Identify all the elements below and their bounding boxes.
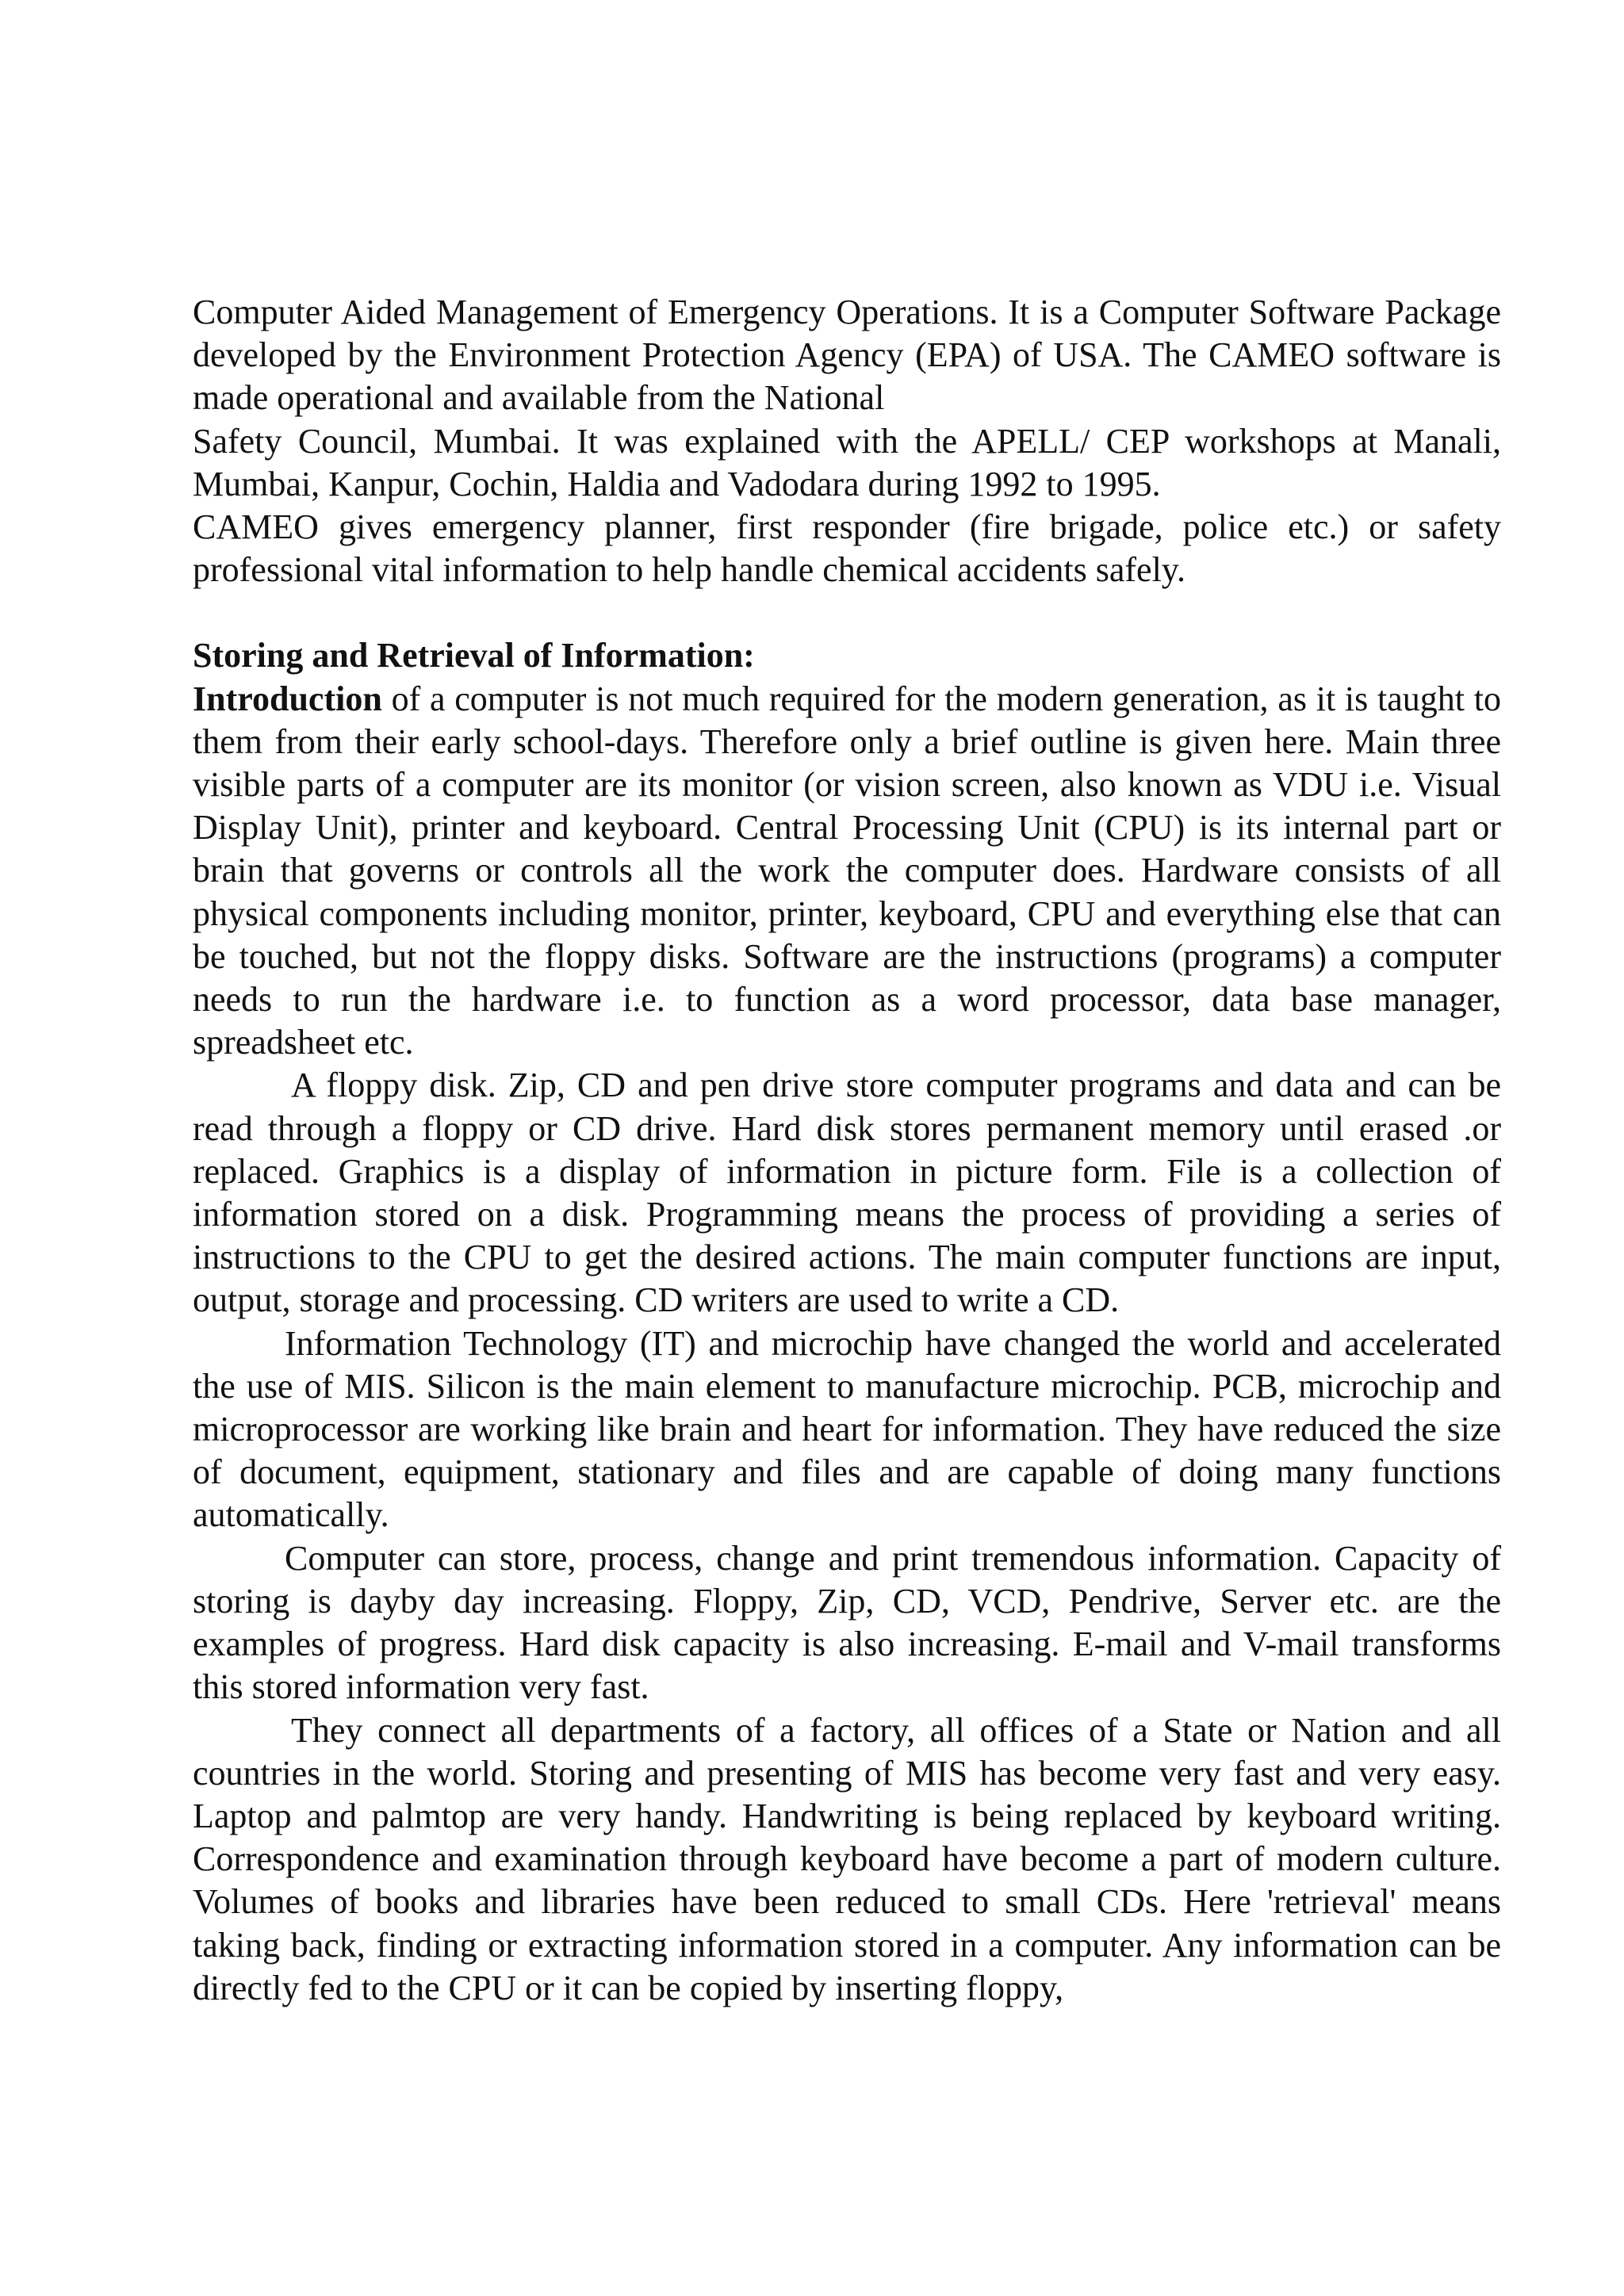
document-page	[193, 291, 1501, 2010]
intro-paragraph-cameo-purpose	[193, 506, 1501, 591]
intro-text-line: Computer Aided Management of Emergency Operations. It is a Computer Software Package developed by the Environment Protection Agency (EPA) of USA. The CAMEO software is made operational and available from the National	[193, 293, 1501, 418]
paragraph-spacer	[193, 591, 1501, 634]
paragraph-computer-capacity: Computer can store, process, change and print tremendous information. Capacity of storing is dayby day increasing. Floppy, Zip, CD, VCD, Pendrive, Server etc. are the examples of progress. Hard disk capacity is also increasing. E-mail and V-mail transforms this stored information very fast.	[193, 1538, 1501, 1707]
intro-text-line: CAMEO gives emergency planner, first responder (fire brigade, police etc.) or safety professional vital information to help handle chemical accidents safely.	[193, 507, 1501, 590]
intro-paragraph-cameo-definition	[193, 291, 1501, 420]
section-heading: Storing and Retrieval of Information:	[193, 636, 755, 675]
paragraph-connectivity-retrieval: They connect all departments of a factory, all offices of a State or Nation and all countries in the world. Storing and presenting of MIS has become very fast and very easy. Laptop and palmtop are very handy. Handwriting is being replaced by keyboard writing. Correspondence and examination through keyboard have become a part of modern culture. Volumes of books and libraries have been reduced to small CDs. Here 'retrieval' means taking back, finding or extracting information stored in a computer. Any information can be directly fed to the CPU or it can be copied by inserting floppy,	[193, 1710, 1501, 2007]
paragraph-information-technology: Information Technology (IT) and microchip have changed the world and accelerated the use of MIS. Silicon is the main element to manufacture microchip. PCB, microchip and microprocessor are working like brain and heart for information. They have reduced the size of document, equipment, stationary and files and are capable of doing many functions automatically.	[193, 1323, 1501, 1535]
intro-paragraph-safety-council	[193, 420, 1501, 506]
paragraph-text: of a computer is not much required for the modern generation, as it is taught to them from their early school-days. Therefore only a brief outline is given here. Main three visible parts of a computer are its monitor (or vision screen, also known as VDU i.e. Visual Display Unit), printer and keyboard. Central Processing Unit (CPU) is its internal part or brain that governs or controls all the work the computer does. Hardware consists of all physical components including monitor, printer, keyboard, CPU and everything else that can be touched, but not the floppy disks. Software are the instructions (programs) a computer needs to run the hardware i.e. to function as a word processor, data base manager, spreadsheet etc.	[193, 679, 1501, 1062]
intro-text-line: Safety Council, Mumbai. It was explained with the APELL/ CEP workshops at Manali, Mumbai, Kanpur, Cochin, Haldia and Vadodara during 1992 to 1995.	[193, 421, 1501, 503]
paragraph-storage-media: A floppy disk. Zip, CD and pen drive store computer programs and data and can be read through a floppy or CD drive. Hard disk stores permanent memory until erased .or replaced. Graphics is a display of information in picture form. File is a collection of information stored on a disk. Programming means the process of providing a series of instructions to the CPU to get the desired actions. The main computer functions are input, output, storage and processing. CD writers are used to write a CD.	[193, 1066, 1501, 1320]
paragraph-introduction	[193, 678, 1501, 1065]
lead-term: Introduction	[193, 679, 382, 718]
